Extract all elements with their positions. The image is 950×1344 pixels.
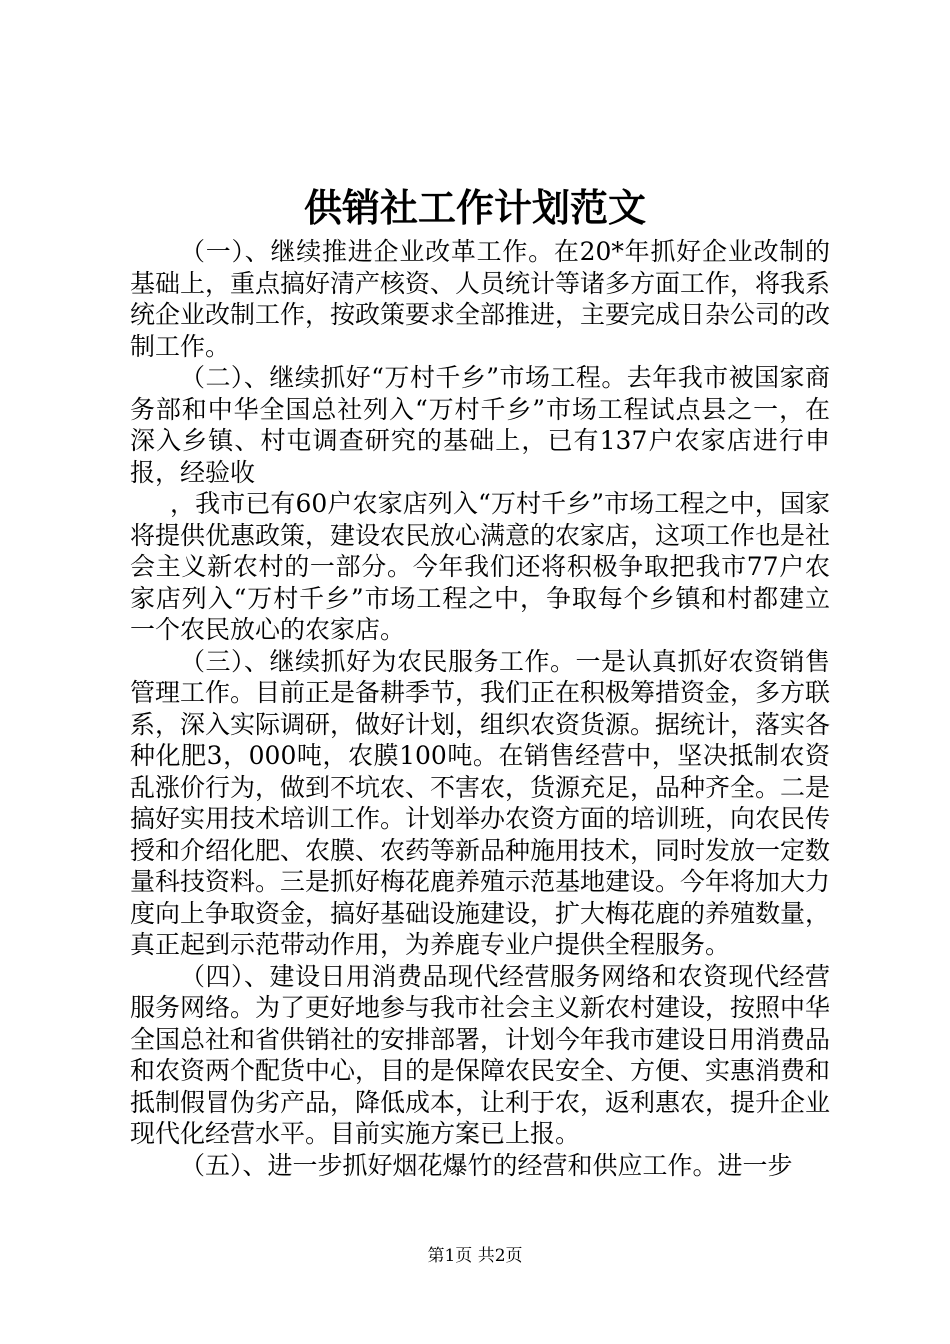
paragraph-4: （三）、继续抓好为农民服务工作。一是认真抓好农资销售管理工作。目前正是备耕季节，我们正在积极筹措资金，多方联系，深入实际调研，做好计划，组织农资货源。据统计，落实各种化肥3，000吨，农膜100吨。在销售经营中，坚决抵制农资乱涨价行为，做到不坑农、不害农，货源充足，品种齐全。二是搞好实用技术培训工作。计划举办农资方面的培训班，向农民传授和介绍化肥、农膜、农药等新品种施用技术，同时发放一定数量科技资料。三是抓好梅花鹿养殖示范基地建设。今年将加大力度向上争取资金，搞好基础设施建设，扩大梅花鹿的养殖数量，真正起到示范带动作用，为养鹿专业户提供全程服务。	[130, 646, 831, 959]
page-footer: 第1页 共2页	[427, 1246, 523, 1266]
document-body	[130, 236, 830, 1181]
paragraph-5: （四）、建设日用消费品现代经营服务网络和农资现代经营服务网络。为了更好地参与我市社会主义新农村建设，按照中华全国总社和省供销社的安排部署，计划今年我市建设日用消费品和农资两个配货中心，目的是保障农民安全、方便、实惠消费和抵制假冒伪劣产品，降低成本，让利于农，返利惠农，提升企业现代化经营水平。目前实施方案已上报。	[130, 961, 831, 1148]
paragraph-1: （一）、继续推进企业改革工作。在20*年抓好企业改制的基础上，重点搞好清产核资、人员统计等诸多方面工作，将我系统企业改制工作，按政策要求全部推进，主要完成日杂公司的改制工作。	[130, 237, 831, 361]
paragraph-6: （五）、进一步抓好烟花爆竹的经营和供应工作。进一步	[180, 1150, 793, 1180]
paragraph-3: ，我市已有60户农家店列入“万村千乡”市场工程之中，国家将提供优惠政策，建设农民放心满意的农家店，这项工作也是社会主义新农村的一部分。今年我们还将积极争取把我市77户农家店列入“万村千乡”市场工程之中，争取每个乡镇和村都建立一个农民放心的农家店。	[130, 489, 831, 644]
paragraph-2: （二）、继续抓好“万村千乡”市场工程。去年我市被国家商务部和中华全国总社列入“万村千乡”市场工程试点县之一，在深入乡镇、村屯调查研究的基础上，已有137户农家店进行申报，经验收	[130, 363, 830, 487]
document-title: 供销社工作计划范文	[303, 185, 646, 230]
